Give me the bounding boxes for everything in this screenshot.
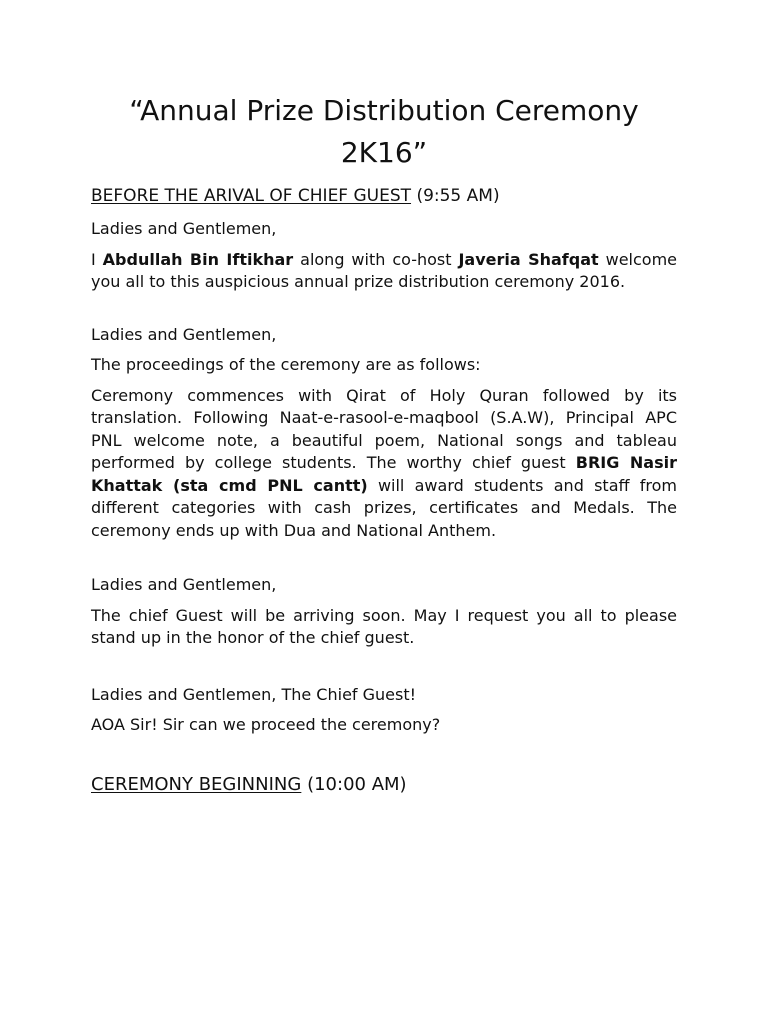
section-heading-ceremony-beginning <box>91 773 677 797</box>
paragraph-proceed-question: AOA Sir! Sir can we proceed the ceremony? <box>91 715 441 734</box>
paragraph-welcome <box>91 249 677 294</box>
paragraph-proceedings-intro: The proceedings of the ceremony are as follows: <box>91 355 481 374</box>
paragraph-arrival-request: The chief Guest will be arriving soon. May I request you all to please stand up in the honor of the chief guest. <box>91 605 677 647</box>
text-run: along with co-host <box>293 249 459 269</box>
text-run: Ceremony commences with Qirat of Holy Quran followed by its translation. Following Naat-e-rasool-e-maqbool (S.A.W), Principal APC PNL welcome note, a beautiful poem, National songs and tableau performed by college students. The worthy chief guest <box>91 385 677 472</box>
host-name: Abdullah Bin Iftikhar <box>102 249 294 269</box>
paragraph-greeting-2: Ladies and Gentlemen, <box>91 324 277 344</box>
cohost-name: Javeria Shafqat <box>458 249 599 269</box>
text-run: welcome you all to this auspicious annual prize distribution ceremony 2016. <box>91 249 678 291</box>
paragraph-proceedings <box>91 385 677 543</box>
section-time: (10:00 AM) <box>307 773 407 795</box>
text-run: I <box>91 249 103 269</box>
paragraph-greeting-1: Ladies and Gentlemen, <box>91 219 277 238</box>
title-line-2: 2K16” <box>340 136 428 169</box>
section-heading-text: CEREMONY BEGINNING <box>91 773 302 795</box>
text-run: will award students and staff from different categories with cash prizes, certificates and Medals. The ceremony ends up with Dua and National Anthem. <box>91 475 678 540</box>
chief-guest-name: BRIG Nasir Khattak (sta cmd PNL cantt) <box>91 453 677 495</box>
section-time: (9:55 AM) <box>416 186 500 206</box>
section-heading-text: BEFORE THE ARIVAL OF CHIEF GUEST <box>91 186 412 206</box>
paragraph-chief-guest-announcement: Ladies and Gentlemen, The Chief Guest! <box>91 684 417 704</box>
paragraph-greeting-3: Ladies and Gentlemen, <box>91 575 277 594</box>
title-line-1: “Annual Prize Distribution Ceremony <box>129 94 639 127</box>
document-title <box>91 90 677 174</box>
section-heading-before-arrival <box>91 184 677 208</box>
document-page <box>91 90 677 807</box>
